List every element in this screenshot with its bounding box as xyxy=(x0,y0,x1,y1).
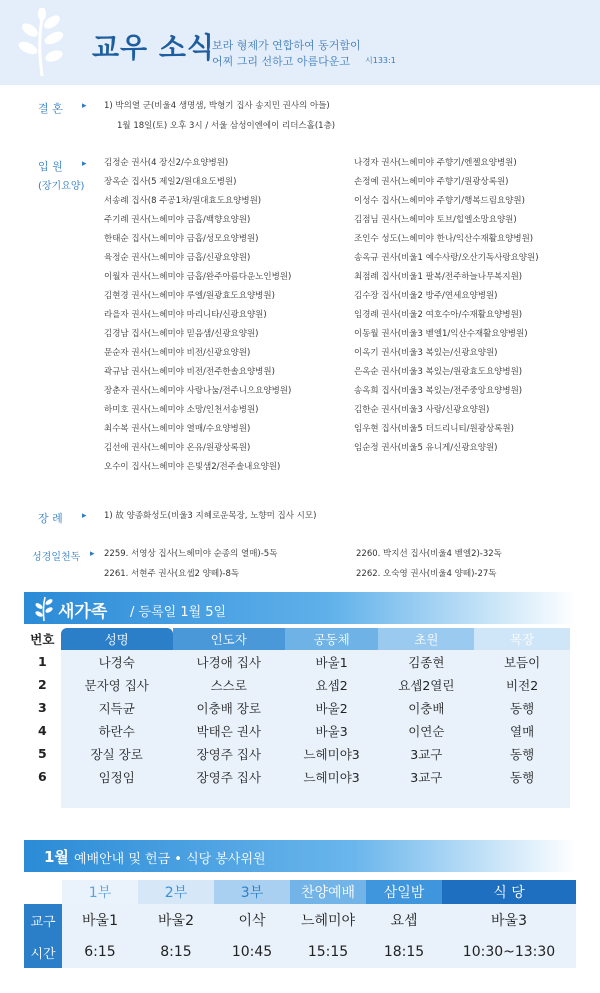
list-item: 임경례 권사(비울2 여호수아/수재활요양병원) xyxy=(354,310,523,320)
bible-label: 성경일천독 xyxy=(32,552,81,563)
list-item: 은옥순 권사(비울3 복있는/원광효도요양병원) xyxy=(354,367,523,377)
table-cell: 동행 xyxy=(510,746,535,762)
table-cell: 이충배 xyxy=(408,700,445,716)
leaf-branch-icon xyxy=(12,8,72,78)
hospital-list-right xyxy=(354,157,594,461)
table-cell: 나경애 집사 xyxy=(196,654,261,670)
list-item: 김경남 집사(느헤미야 믿음샘/신광요양원) xyxy=(104,329,259,339)
table-row xyxy=(24,696,570,719)
header-service-3: 3부 xyxy=(214,880,290,904)
list-item: 이옥기 권사(비울3 복있는/신광요양원) xyxy=(354,348,498,358)
row-label-time: 시간 xyxy=(24,936,62,968)
table-cell: 비전2 xyxy=(506,677,539,693)
header-pasture: 목장 xyxy=(474,628,570,650)
list-item: 라을자 권사(느헤미야 마리니타/신광요양원) xyxy=(104,310,267,320)
service-table xyxy=(24,880,576,968)
header-praise: 찬양예배 xyxy=(290,880,366,904)
verse-line-1: 보라 형제가 연합하여 동거함이 xyxy=(212,39,361,52)
list-item: 주기례 권사(느헤미야 금흡/백향요양원) xyxy=(104,215,251,225)
table-cell: 김종현 xyxy=(408,654,445,670)
bible-entry: 2261. 서현주 권사(요셉2 양떼)-8독 xyxy=(104,569,240,579)
table-row xyxy=(24,673,570,696)
list-item: 임순정 권사(비울5 유니게/신광요양원) xyxy=(354,443,498,453)
table-cell: 2 xyxy=(24,673,61,696)
header-community: 공동체 xyxy=(285,628,379,650)
table-cell: 느헤미야3 xyxy=(303,746,360,762)
table-cell: 동행 xyxy=(510,769,535,785)
table-cell: 보듬이 xyxy=(503,654,541,670)
service-month: 1월 xyxy=(44,848,69,866)
table-cell: 3교구 xyxy=(410,769,443,785)
table-cell: 6 xyxy=(24,765,61,788)
new-family-title: 새가족 xyxy=(58,602,108,622)
header-cafeteria: 식 당 xyxy=(442,880,576,904)
wedding-line-2: 1월 18일(토) 오후 3시 / 서울 삼성이엔에이 리더스홀(1층) xyxy=(117,121,336,131)
table-row xyxy=(24,765,570,788)
table-cell: 바울1 xyxy=(315,654,348,670)
list-item: 김선애 권사(느헤미야 온유/원광상록원) xyxy=(104,443,251,453)
row-label-parish: 교구 xyxy=(24,904,62,936)
list-item: 이성수 집사(느헤미야 주향기/행복드림요양원) xyxy=(354,196,525,206)
table-cell: 열매 xyxy=(510,723,535,739)
list-item: 서송례 집사(8 주공1차/원대효도요양병원) xyxy=(104,196,262,206)
list-item: 문순자 권사(느헤미야 비전/신광요양원) xyxy=(104,348,251,358)
table-cell: 문자영 집사 xyxy=(84,677,149,693)
table-cell: 15:15 xyxy=(307,944,349,960)
list-item: 김한순 권사(비울3 사랑/신광요양원) xyxy=(354,405,490,415)
list-item: 육정순 권사(느헤미야 금흡/신광요양원) xyxy=(104,253,251,263)
table-cell: 장영주 집사 xyxy=(196,769,261,785)
table-cell: 스스로 xyxy=(210,677,247,693)
list-item: 손정예 권사(느헤미야 주향기/원광상록원) xyxy=(354,177,509,187)
table-cell: 이삭 xyxy=(238,913,266,929)
table-cell: 이충배 장로 xyxy=(196,700,261,716)
bullet-arrow-icon: ▸ xyxy=(82,159,87,169)
verse-line-2: 어찌 그리 선하고 아름다운고 xyxy=(212,55,351,68)
new-family-subtitle: / 등록일 1월 5일 xyxy=(130,605,227,620)
table-cell: 장실 장로 xyxy=(90,746,143,762)
leaf-branch-icon xyxy=(32,594,56,622)
header-service-1: 1부 xyxy=(62,880,138,904)
table-header-row xyxy=(24,628,570,650)
table-row xyxy=(24,719,570,742)
table-cell: 6:15 xyxy=(84,944,116,960)
list-item: 김현경 권사(느헤미야 루엘/원광효도요양병원) xyxy=(104,291,275,301)
list-item: 최수복 권사(느헤미야 열매/수요양병원) xyxy=(104,424,251,434)
list-item: 곽규남 권사(느헤미야 비전/전주한솔요양병원) xyxy=(104,367,275,377)
list-item: 조인수 성도(느헤미야 한나/익산수재활요양병원) xyxy=(354,234,534,244)
list-item: 이동월 권사(비울3 벧엘1/익산수재활요양병원) xyxy=(354,329,528,339)
hospital-sublabel: (장기요양) xyxy=(38,181,85,192)
table-row xyxy=(24,904,576,936)
list-item: 장옥순 집사(5 제일2/원대요도병원) xyxy=(104,177,237,187)
funeral-line: 1) 故 양종화성도(비울3 지혜로운목장, 노향미 집사 시모) xyxy=(104,511,317,521)
header-name: 성명 xyxy=(61,628,173,650)
table-cell: 장영주 집사 xyxy=(196,746,261,762)
funeral-label: 장 례 xyxy=(38,512,63,525)
wedding-line-1: 1) 박의열 군(비울4 생명샘, 박형기 집사 송지민 권사의 아들) xyxy=(104,101,330,111)
table-cell: 바울3 xyxy=(315,723,348,739)
table-cell: 바울3 xyxy=(491,913,527,929)
list-item: 장춘자 권사(느헤미야 사랑나눔/전주니으요양병원) xyxy=(104,386,292,396)
table-cell: 1 xyxy=(24,650,61,673)
table-cell: 요셉2 xyxy=(315,677,348,693)
list-item: 송옥희 집사(비울3 복있는/전주중앙요양병원) xyxy=(354,386,523,396)
table-cell: 바울1 xyxy=(82,913,118,929)
table-cell: 10:30~13:30 xyxy=(462,944,556,960)
bible-entry: 2259. 서영상 집사(느헤미야 순종의 열매)-5독 xyxy=(104,549,278,559)
table-cell: 이연순 xyxy=(408,723,445,739)
list-item: 나경자 권사(느헤미야 주향기/엔젤요양병원) xyxy=(354,158,517,168)
list-item: 하미호 권사(느헤미야 소망/인천서송병원) xyxy=(104,405,259,415)
bible-entry: 2262. 오숙영 권사(비울4 양떼)-27독 xyxy=(356,569,497,579)
header-guide: 인도자 xyxy=(173,628,285,650)
list-item: 김정순 권사(4 장신2/수요양병원) xyxy=(104,158,229,168)
table-cell: 18:15 xyxy=(383,944,425,960)
table-cell: 느헤미야 xyxy=(300,913,356,929)
table-cell: 4 xyxy=(24,719,61,742)
table-cell: 3교구 xyxy=(410,746,443,762)
hospital-list-left xyxy=(104,157,354,480)
table-cell: 하란수 xyxy=(98,723,135,739)
header-number: 번호 xyxy=(24,628,61,650)
bullet-arrow-icon: ▸ xyxy=(82,101,87,111)
table-cell: 5 xyxy=(24,742,61,765)
list-item: 송옥규 권사(비울1 예수사랑/오산기독사랑요양원) xyxy=(354,253,539,263)
hospital-label: 입 원 xyxy=(38,160,63,173)
table-header-row xyxy=(24,880,576,904)
page-title: 교우 소식 xyxy=(92,31,215,64)
table-row-empty xyxy=(24,788,570,808)
table-cell: 3 xyxy=(24,696,61,719)
header-grassland: 초원 xyxy=(378,628,474,650)
table-cell: 임정임 xyxy=(98,769,135,785)
bullet-arrow-icon: ▸ xyxy=(82,511,87,521)
table-cell: 요셉2열린 xyxy=(398,677,455,693)
list-item: 이월자 권사(느헤미야 금흡/완주아름다운노인병원) xyxy=(104,272,292,282)
new-family-table xyxy=(24,628,570,808)
table-cell: 지득균 xyxy=(98,700,135,716)
wedding-label: 결 혼 xyxy=(38,102,63,115)
service-title: 예배안내 및 헌금 • 식당 봉사위원 xyxy=(74,852,266,867)
list-item: 최점례 집사(비울1 팔복/전주하늘나무복지원) xyxy=(354,272,523,282)
table-row xyxy=(24,936,576,968)
table-row xyxy=(24,650,570,673)
table-cell: 동행 xyxy=(510,700,535,716)
table-cell: 8:15 xyxy=(160,944,192,960)
table-cell: 10:45 xyxy=(231,944,273,960)
table-row xyxy=(24,742,570,765)
table-cell: 박태은 권사 xyxy=(196,723,261,739)
table-cell: 느헤미야3 xyxy=(303,769,360,785)
bible-entry: 2260. 박지선 집사(비울4 벧엘2)-32독 xyxy=(356,549,502,559)
header-wednesday: 삼일밤 xyxy=(366,880,442,904)
table-cell: 요셉 xyxy=(390,913,418,929)
table-cell: 바울2 xyxy=(158,913,194,929)
verse-reference: 시133:1 xyxy=(365,56,396,65)
list-item: 김점님 권사(느헤미야 토브/힐엘소망요양원) xyxy=(354,215,517,225)
list-item: 김수장 집사(비울2 방주/연세요양병원) xyxy=(354,291,498,301)
list-item: 한태순 집사(느헤미야 금흡/성모요양병원) xyxy=(104,234,259,244)
header-service-2: 2부 xyxy=(138,880,214,904)
table-cell: 바울2 xyxy=(315,700,348,716)
table-cell: 나경숙 xyxy=(98,654,135,670)
bullet-arrow-icon: ▸ xyxy=(90,549,95,559)
list-item: 오수이 집사(느헤미야 은빛샘2/전주솔내요양원) xyxy=(104,462,281,472)
list-item: 임우현 집사(비울5 더드리니티/원광상록원) xyxy=(354,424,514,434)
